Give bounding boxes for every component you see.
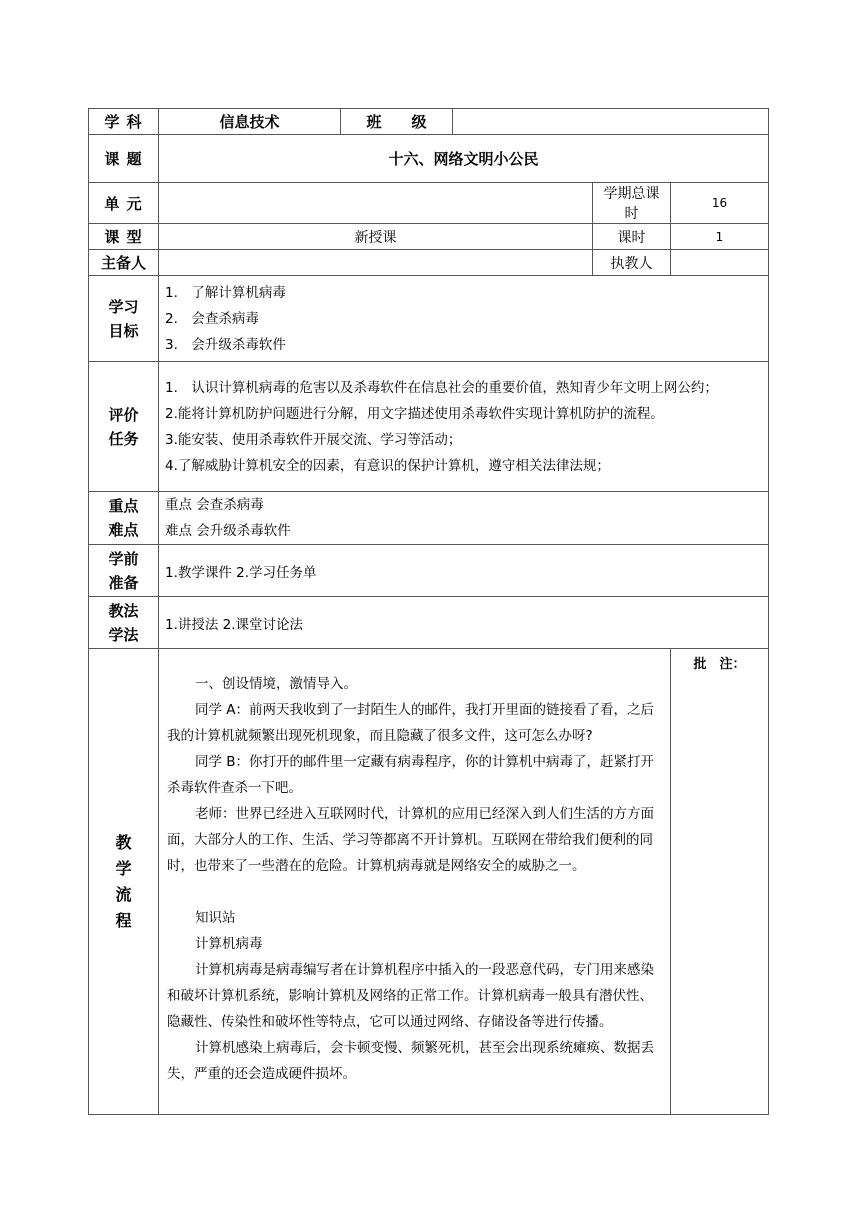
- row-goals: [89, 276, 769, 362]
- student-a-dialogue: 同学 A：前两天我收到了一封陌生人的邮件，我打开里面的链接看了看，之后我的计算机就频繁出现死机现象，而且隐藏了很多文件，这可怎么办呀?: [167, 702, 655, 744]
- difficulty-point: 难点 会升级杀毒软件: [165, 523, 291, 539]
- hours-value: 1: [671, 224, 769, 250]
- class-label: 班 级: [341, 109, 453, 135]
- methods-value: 1.讲授法 2.课堂讨论法: [159, 597, 769, 649]
- preparation-value: 1.教学课件 2.学习任务单: [159, 545, 769, 597]
- virus-effect: 计算机感染上病毒后，会卡顿变慢、频繁死机，甚至会出现系统瘫痪、数据丢失，严重的还会造成硬件损坏。: [167, 1040, 654, 1082]
- goal-item: 1. 了解计算机病毒: [165, 284, 286, 301]
- row-unit: [89, 183, 769, 224]
- row-type: [89, 224, 769, 250]
- type-value: 新授课: [159, 224, 593, 250]
- row-methods: [89, 597, 769, 649]
- virus-definition: 计算机病毒是病毒编写者在计算机程序中插入的一段恶意代码，专门用来感染和破坏计算机系统，影响计算机及网络的正常工作。计算机病毒一般具有潜伏性、隐藏性、传染性和破坏性等特点，它可以通过网络、存储设备等进行传播。: [167, 962, 654, 1030]
- notes-label: 批 注：: [671, 649, 769, 1115]
- flow-content: [159, 649, 671, 1115]
- class-value: [453, 109, 769, 135]
- row-preparer: [89, 250, 769, 276]
- flow-intro: 一、创设情境，激情导入。: [195, 676, 357, 692]
- row-topic: [89, 135, 769, 183]
- knowledge-title: 知识站: [195, 910, 236, 926]
- preparer-value: [159, 250, 593, 276]
- keypoints-label: 重点 难点: [89, 492, 159, 545]
- hours-label: 课时: [593, 224, 671, 250]
- subject-value: 信息技术: [159, 109, 341, 135]
- virus-title: 计算机病毒: [195, 936, 263, 952]
- total-hours-value: 16: [671, 183, 769, 224]
- topic-label: 课 题: [89, 135, 159, 183]
- teacher-dialogue: 老师：世界已经进入互联网时代，计算机的应用已经深入到人们生活的方方面面，大部分人的工作、生活、学习等都离不开计算机。互联网在带给我们便利的同时，也带来了一些潜在的危险。计算机病毒就是网络安全的威胁之一。: [167, 806, 654, 874]
- row-subject: [89, 109, 769, 135]
- teacher-value: [671, 250, 769, 276]
- unit-value: [159, 183, 593, 224]
- row-flow: [89, 649, 769, 1115]
- evaluation-label: 评价 任务: [89, 362, 159, 492]
- unit-label: 单 元: [89, 183, 159, 224]
- teacher-label: 执教人: [593, 250, 671, 276]
- type-label: 课 型: [89, 224, 159, 250]
- key-point: 重点 会查杀病毒: [165, 497, 264, 513]
- evaluation-item: 4.了解威胁计算机安全的因素，有意识的保护计算机，遵守相关法律法规；: [165, 457, 610, 474]
- lesson-plan-table: [88, 108, 769, 1115]
- topic-value: 十六、网络文明小公民: [159, 135, 769, 183]
- total-hours-label: 学期总课时: [593, 183, 671, 224]
- keypoints-content: [159, 492, 769, 545]
- student-b-dialogue: 同学 B：你打开的邮件里一定藏有病毒程序，你的计算机中病毒了，赶紧打开杀毒软件查杀一下吧。: [167, 754, 655, 796]
- row-evaluation: [89, 362, 769, 492]
- goal-item: 3. 会升级杀毒软件: [165, 336, 286, 353]
- row-preparation: [89, 545, 769, 597]
- goals-list: [159, 276, 769, 362]
- row-keypoints: [89, 492, 769, 545]
- preparer-label: 主备人: [89, 250, 159, 276]
- goal-item: 2. 会查杀病毒: [165, 310, 259, 327]
- evaluation-item: 1. 认识计算机病毒的危害以及杀毒软件在信息社会的重要价值，熟知青少年文明上网公约；: [165, 379, 718, 396]
- subject-label: 学 科: [89, 109, 159, 135]
- flow-label: 教 学 流 程: [89, 649, 159, 1115]
- goals-label: 学习 目标: [89, 276, 159, 362]
- evaluation-item: 2.能将计算机防护问题进行分解，用文字描述使用杀毒软件实现计算机防护的流程。: [165, 405, 664, 422]
- evaluation-list: [159, 362, 769, 492]
- evaluation-item: 3.能安装、使用杀毒软件开展交流、学习等活动；: [165, 431, 462, 448]
- preparation-label: 学前 准备: [89, 545, 159, 597]
- methods-label: 教法 学法: [89, 597, 159, 649]
